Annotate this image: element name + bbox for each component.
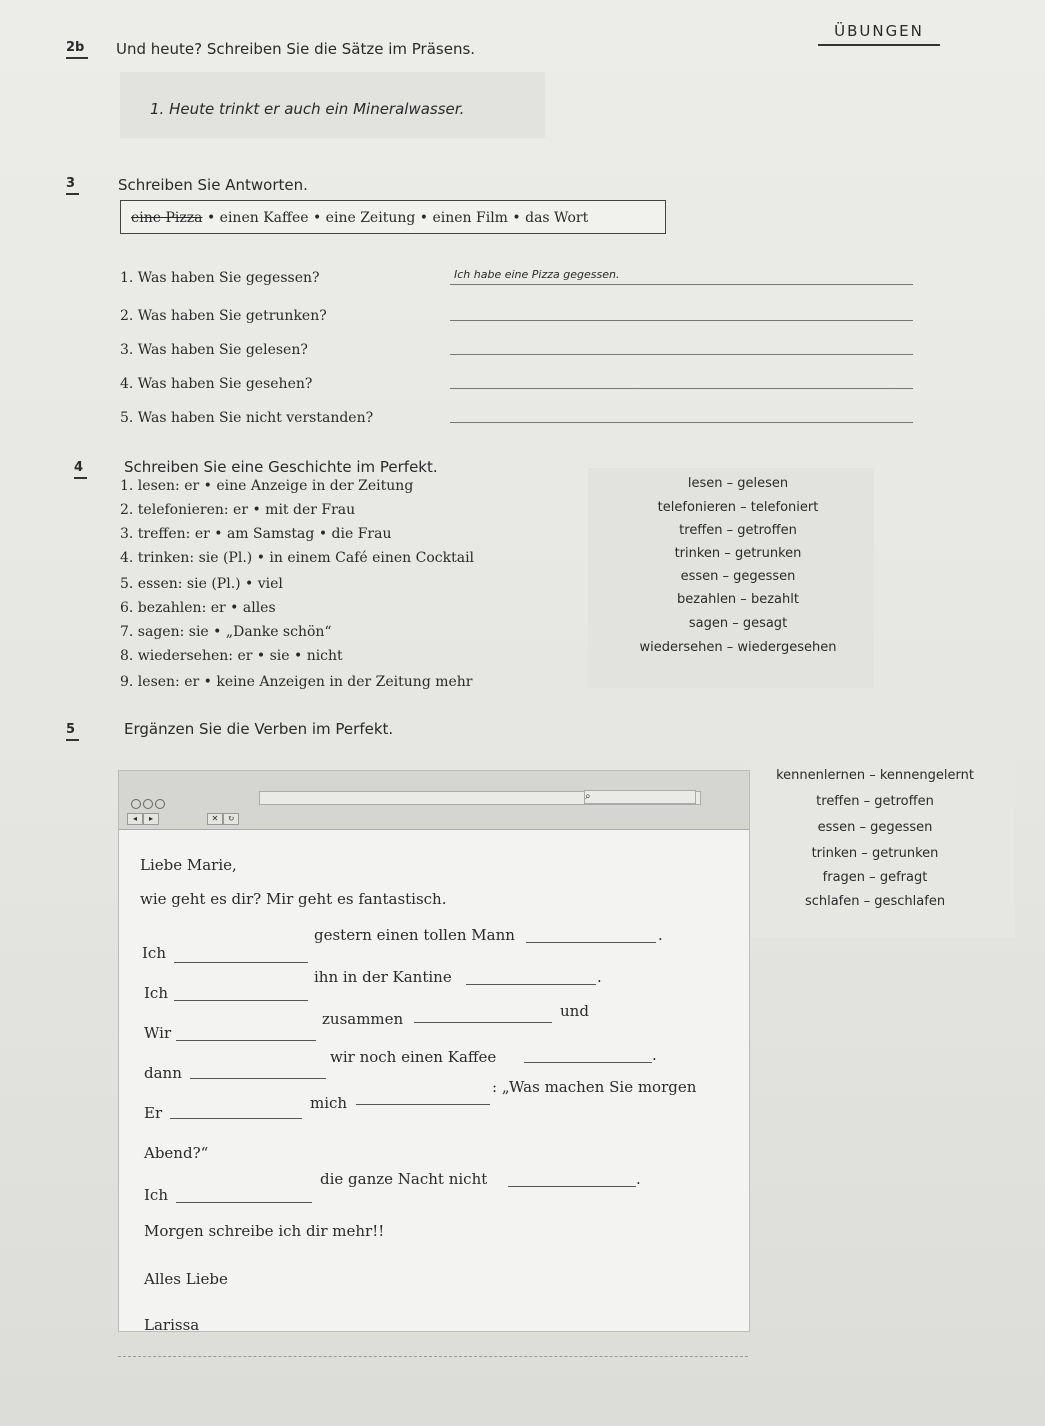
exercise-4-number: 4 [74, 460, 87, 479]
verb-pair-fragen: fragen – gefragt [822, 870, 928, 885]
story-cue-7: 7. sagen: sie • „Danke schön“ [120, 624, 332, 640]
blank-4b[interactable] [524, 1062, 652, 1063]
reload-icon[interactable]: ↻ [223, 813, 239, 825]
verb-pair-lesen: lesen – gelesen [687, 476, 789, 491]
verb-pair-treffen-5: treffen – getroffen [816, 794, 934, 809]
letter-line6: Abend?“ [144, 1144, 209, 1162]
answer-1-text: Ich habe eine Pizza gegessen. [454, 268, 620, 281]
exercise-3-word-box [120, 200, 666, 234]
exercise-2b-answer: 1. Heute trinkt er auch ein Mineralwasser. [150, 100, 465, 118]
exercise-2b-title: Und heute? Schreiben Sie die Sätze im Präsens. [116, 40, 476, 58]
verb-pair-sagen: sagen – gesagt [688, 616, 788, 631]
letter-line3-subject: Wir [144, 1024, 172, 1042]
letter-line4-end: . [652, 1046, 657, 1064]
letter-closing-2: Alles Liebe [144, 1270, 228, 1288]
story-cue-6: 6. bezahlen: er • alles [120, 600, 276, 616]
search-field[interactable] [584, 790, 696, 804]
section-header-label: ÜBUNGEN [818, 22, 940, 46]
letter-line2-subject: Ich [144, 984, 168, 1002]
blank-4a[interactable] [190, 1078, 326, 1079]
word-crossed-out: eine Pizza [131, 210, 203, 226]
question-2: 2. Was haben Sie getrunken? [120, 308, 327, 324]
story-cue-8: 8. wiedersehen: er • sie • nicht [120, 648, 343, 664]
blank-7a[interactable] [176, 1202, 312, 1203]
blank-3a[interactable] [176, 1040, 316, 1041]
blank-7b[interactable] [508, 1186, 636, 1187]
blank-1a[interactable] [174, 962, 308, 963]
verb-pair-wiedersehen: wiedersehen – wiedergesehen [639, 640, 837, 655]
verb-pair-schlafen: schlafen – geschlafen [804, 894, 946, 909]
exercise-5-number: 5 [66, 722, 79, 741]
letter-line3-mid: zusammen [322, 1010, 404, 1028]
question-4: 4. Was haben Sie gesehen? [120, 376, 313, 392]
letter-line2-end: . [597, 968, 602, 986]
blank-2b[interactable] [466, 984, 596, 985]
exercise-2b-number: 2b [66, 40, 88, 59]
letter-intro: wie geht es dir? Mir geht es fantastisch. [140, 890, 447, 908]
answer-line-4[interactable] [450, 388, 913, 389]
blank-3b[interactable] [414, 1022, 552, 1023]
letter-line1-subject: Ich [142, 944, 166, 962]
answer-line-2[interactable] [450, 320, 913, 321]
exercise-4-title: Schreiben Sie eine Geschichte im Perfekt. [124, 458, 438, 476]
letter-bottom-edge [118, 1356, 748, 1357]
word-list: • einen Kaffee • eine Zeitung • einen Film • das Wort [202, 210, 589, 226]
back-arrow-icon[interactable]: ◂ [127, 813, 143, 825]
question-3: 3. Was haben Sie gelesen? [120, 342, 308, 358]
story-cue-5: 5. essen: sie (Pl.) • viel [120, 576, 283, 592]
letter-line1-mid: gestern einen tollen Mann [314, 926, 515, 944]
verb-pair-telefonieren: telefonieren – telefoniert [657, 500, 819, 515]
letter-line4-start: dann [144, 1064, 182, 1082]
letter-line5-subject: Er [144, 1104, 163, 1122]
answer-line-5[interactable] [450, 422, 913, 423]
letter-closing-1: Morgen schreibe ich dir mehr!! [144, 1222, 385, 1240]
verb-pair-trinken: trinken – getrunken [674, 546, 802, 561]
letter-line5-end: : „Was machen Sie morgen [492, 1078, 697, 1096]
verb-pair-trinken-5: trinken – getrunken [811, 846, 939, 861]
blank-1b[interactable] [526, 942, 656, 943]
verb-pair-essen: essen – gegessen [680, 569, 796, 584]
window-maximize-icon[interactable] [155, 799, 165, 809]
letter-greeting: Liebe Marie, [140, 856, 237, 874]
letter-line7-end: . [636, 1170, 641, 1188]
letter-line5-mid: mich [310, 1094, 348, 1112]
story-cue-9: 9. lesen: er • keine Anzeigen in der Zeitung mehr [120, 674, 473, 690]
answer-line-1[interactable] [450, 284, 913, 285]
story-cue-2: 2. telefonieren: er • mit der Frau [120, 502, 356, 518]
letter-line1-end: . [658, 926, 663, 944]
blank-2a[interactable] [174, 1000, 308, 1001]
exercise-3-title: Schreiben Sie Antworten. [118, 176, 308, 194]
blank-5b[interactable] [356, 1104, 490, 1105]
story-cue-4: 4. trinken: sie (Pl.) • in einem Café einen Cocktail [120, 550, 475, 566]
question-5: 5. Was haben Sie nicht verstanden? [120, 410, 374, 426]
letter-line7-mid: die ganze Nacht nicht [320, 1170, 488, 1188]
verb-pair-kennenlernen: kennenlernen – kennengelernt [776, 768, 974, 783]
blank-5a[interactable] [170, 1118, 302, 1119]
exercise-5-title: Ergänzen Sie die Verben im Perfekt. [124, 720, 394, 738]
stop-icon[interactable]: ✕ [207, 813, 223, 825]
letter-line2-mid: ihn in der Kantine [314, 968, 452, 986]
letter-line4-mid: wir noch einen Kaffee [330, 1048, 497, 1066]
story-cue-1: 1. lesen: er • eine Anzeige in der Zeitung [120, 478, 414, 494]
letter-signature: Larissa [144, 1316, 200, 1334]
forward-arrow-icon[interactable]: ▸ [143, 813, 159, 825]
search-icon: ⌕ [585, 791, 591, 802]
verb-pair-bezahlen: bezahlen – bezahlt [677, 592, 799, 607]
story-cue-3: 3. treffen: er • am Samstag • die Frau [120, 526, 392, 542]
letter-line7-subject: Ich [144, 1186, 168, 1204]
exercise-3-number: 3 [66, 176, 79, 195]
letter-line3-end: und [560, 1002, 589, 1020]
window-minimize-icon[interactable] [143, 799, 153, 809]
verb-pair-treffen: treffen – getroffen [679, 523, 797, 538]
answer-line-3[interactable] [450, 354, 913, 355]
verb-pair-essen-5: essen – gegessen [817, 820, 933, 835]
window-close-icon[interactable] [131, 799, 141, 809]
question-1: 1. Was haben Sie gegessen? [120, 270, 320, 286]
